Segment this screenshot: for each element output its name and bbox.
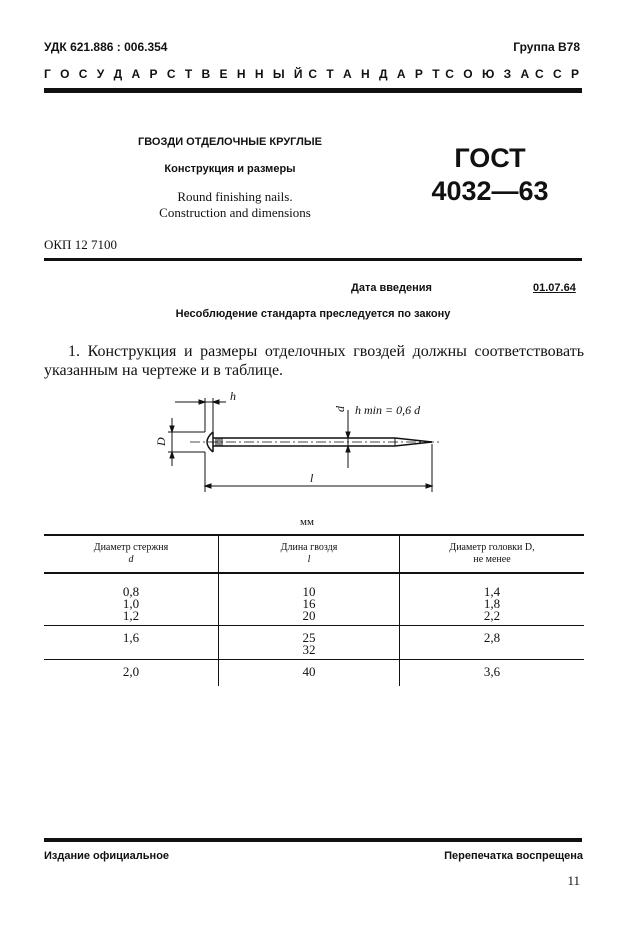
date-label: Дата введения bbox=[351, 282, 432, 294]
cell-D bbox=[400, 644, 585, 660]
d-arrow bbox=[346, 432, 350, 438]
l-arrow bbox=[205, 484, 211, 488]
header-symbol: l bbox=[307, 554, 311, 565]
header-text: не менее bbox=[473, 554, 511, 565]
h-arrow bbox=[213, 400, 219, 404]
d-arrow bbox=[346, 446, 350, 452]
point-bottom bbox=[395, 442, 432, 446]
clause-paragraph: 1. Конструкция и размеры отделочных гвоздей должны соответствовать указанным на чертеже и в таблице. bbox=[44, 343, 584, 379]
edition-note: Издание официальное bbox=[44, 850, 170, 862]
point-top bbox=[395, 438, 432, 442]
label-d: d bbox=[333, 406, 347, 412]
table-header-row bbox=[44, 535, 584, 573]
cell-l: 25 bbox=[219, 626, 400, 645]
okp-code: ОКП 12 7100 bbox=[44, 237, 117, 252]
label-h: h bbox=[230, 389, 236, 403]
banner-word: С Т А Н Д А Р Т bbox=[308, 67, 443, 81]
law-notice: Несоблюдение стандарта преследуется по закону bbox=[175, 308, 451, 320]
cell-D: 2,2 bbox=[400, 610, 585, 626]
cell-d: 2,0 bbox=[122, 664, 140, 679]
page-number: 11 bbox=[567, 873, 580, 888]
header-text: Диаметр стержня bbox=[93, 542, 169, 553]
header-head-diameter bbox=[400, 535, 585, 573]
table-row bbox=[44, 644, 584, 660]
title-en bbox=[120, 189, 350, 221]
header-shank-diameter bbox=[44, 535, 219, 573]
date-value: 01.07.64 bbox=[533, 282, 576, 294]
dimensions-table bbox=[44, 534, 584, 686]
title-rule bbox=[44, 258, 582, 261]
banner-word: Г О С У Д А Р С Т В Е Н Н Ы Й bbox=[44, 67, 306, 81]
h-min-note: h min = 0,6 d bbox=[355, 403, 421, 417]
cell-D: 1,4 bbox=[400, 573, 585, 598]
table-row bbox=[44, 610, 584, 626]
header-nail-length bbox=[219, 535, 400, 573]
cell-l: 40 bbox=[219, 660, 400, 687]
cell-d: 1,0 bbox=[122, 596, 140, 611]
title-en-line2: Construction and dimensions bbox=[159, 205, 311, 220]
nail-drawing bbox=[150, 388, 450, 500]
cell-D: 2,8 bbox=[400, 626, 585, 645]
cell-d: 1,2 bbox=[122, 608, 140, 623]
title-ru: ГВОЗДИ ОТДЕЛОЧНЫЕ КРУГЛЫЕ bbox=[138, 136, 322, 148]
udk-code: УДК 621.886 : 006.354 bbox=[44, 40, 168, 54]
table-row bbox=[44, 573, 584, 598]
cell-D: 3,6 bbox=[400, 660, 585, 687]
footer-rule bbox=[44, 838, 582, 842]
reprint-note: Перепечатка воспрещена bbox=[444, 850, 583, 862]
header-text: Диаметр головки D, bbox=[449, 542, 535, 553]
gost-label: ГОСТ bbox=[454, 143, 526, 173]
cell-l: 32 bbox=[219, 644, 400, 660]
table-unit: мм bbox=[300, 516, 314, 528]
cell-l: 20 bbox=[219, 610, 400, 626]
cell-l: 10 bbox=[219, 573, 400, 598]
subtitle-ru: Конструкция и размеры bbox=[164, 163, 296, 175]
D-arrow bbox=[170, 452, 174, 458]
label-D: D bbox=[154, 437, 168, 446]
h-arrow bbox=[199, 400, 205, 404]
header-rule bbox=[44, 88, 582, 93]
header-text: Длина гвоздя bbox=[280, 542, 338, 553]
header-symbol: d bbox=[128, 554, 134, 565]
banner-word: С С Р bbox=[534, 67, 582, 81]
label-l: l bbox=[310, 471, 314, 485]
group-code: Группа В78 bbox=[513, 40, 580, 54]
state-standard-banner bbox=[44, 67, 582, 81]
cell-d: 1,6 bbox=[122, 630, 140, 645]
cell-d bbox=[44, 644, 219, 660]
banner-word: С О Ю З А bbox=[445, 67, 533, 81]
D-arrow bbox=[170, 426, 174, 432]
cell-D: 1,8 bbox=[400, 598, 585, 610]
table-row bbox=[44, 660, 584, 687]
gost-number: 4032—63 bbox=[431, 176, 549, 206]
l-arrow bbox=[426, 484, 432, 488]
cell-l: 16 bbox=[219, 598, 400, 610]
cell-d: 0,8 bbox=[122, 584, 140, 599]
title-en-line1: Round finishing nails. bbox=[177, 189, 293, 204]
